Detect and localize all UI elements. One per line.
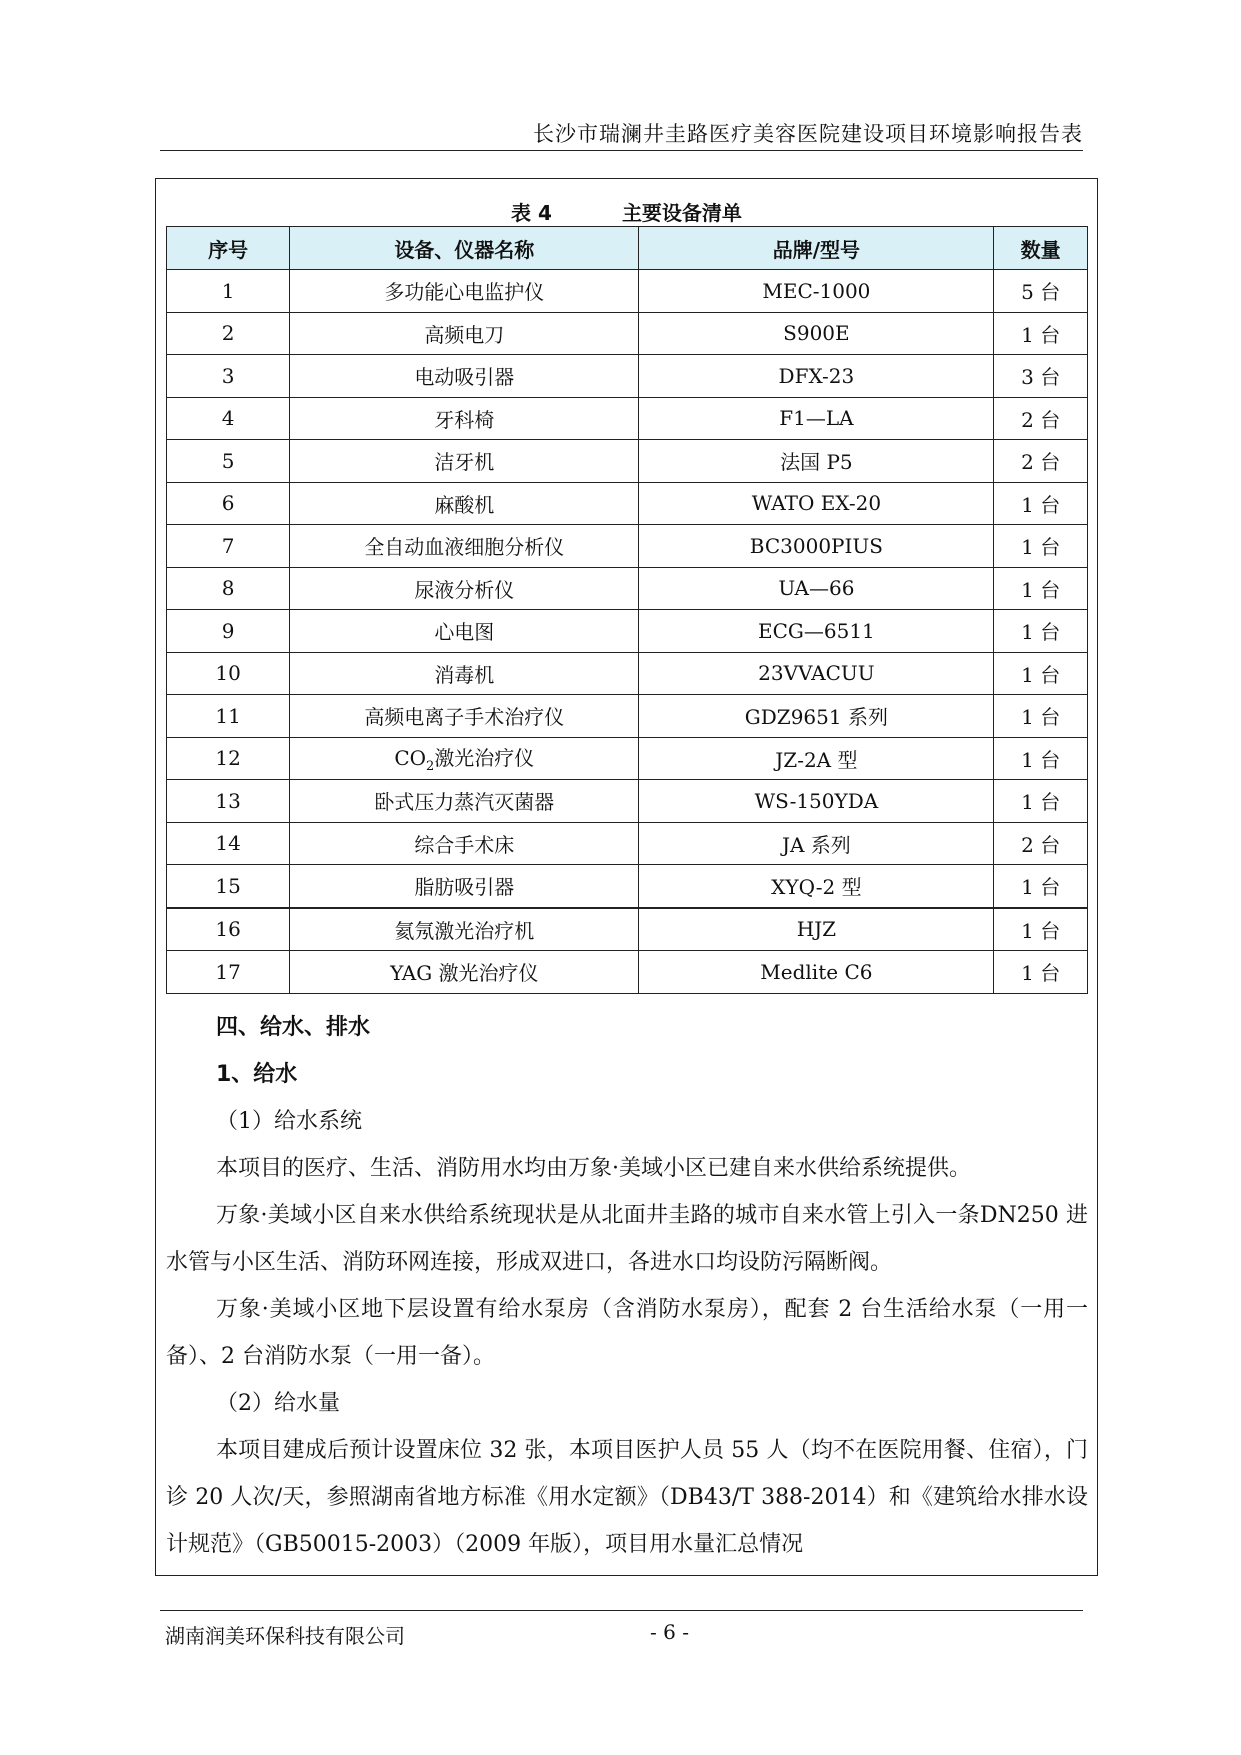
cell-name: 综合手术床: [290, 822, 639, 865]
section-heading: 四、给水、排水: [216, 1015, 371, 1040]
cell-qty: 1 台: [994, 610, 1088, 653]
cell-index: 3: [167, 355, 290, 398]
cell-index: 15: [167, 865, 290, 908]
cell-qty: 1 台: [994, 780, 1088, 823]
paragraph: 本项目建成后预计设置床位 32 张，本项目医护人员 55 人（均不在医院用餐、住宿），门诊 20 人次/天，参照湖南省地方标准《用水定额》（DB43/T 388-2014）和《建筑给水排水设计规范》（GB50015-2003）（2009 年版），项目用水量汇总情况: [166, 1438, 1088, 1557]
header-model: 品牌/型号: [639, 227, 994, 270]
cell-name: 洁牙机: [290, 440, 639, 483]
cell-index: 6: [167, 482, 290, 525]
page-header-title: 长沙市瑞澜井圭路医疗美容医院建设项目环境影响报告表: [533, 122, 1083, 146]
cell-name-prefix: CO: [394, 746, 427, 771]
table-row: [167, 695, 1088, 738]
table-row: [167, 312, 1088, 355]
table-row: [167, 525, 1088, 568]
paragraph: 万象·美域小区地下层设置有给水泵房（含消防水泵房），配套 2 台生活给水泵（一用一备）、2 台消防水泵（一用一备）。: [166, 1297, 1088, 1369]
cell-model: F1—LA: [639, 397, 994, 440]
header-index: 序号: [167, 227, 290, 270]
cell-name: 高频电刀: [290, 312, 639, 355]
table-caption: [155, 197, 1098, 226]
cell-model: ECG—6511: [639, 610, 994, 653]
cell-qty: 1 台: [994, 951, 1088, 994]
cell-model: JZ-2A 型: [639, 737, 994, 780]
table-row: [167, 567, 1088, 610]
table-header-row: [167, 227, 1088, 270]
cell-name: 尿液分析仪: [290, 567, 639, 610]
cell-qty: 2 台: [994, 822, 1088, 865]
cell-model: 23VVACUU: [639, 652, 994, 695]
cell-index: 7: [167, 525, 290, 568]
cell-index: 4: [167, 397, 290, 440]
page-number: - 6 -: [650, 1620, 689, 1644]
cell-model: S900E: [639, 312, 994, 355]
cell-model: WATO EX-20: [639, 482, 994, 525]
table-row: [167, 397, 1088, 440]
cell-name: YAG 激光治疗仪: [290, 951, 639, 994]
sub-heading: 1、给水: [216, 1062, 298, 1087]
cell-index: 11: [167, 695, 290, 738]
cell-qty: 1 台: [994, 695, 1088, 738]
body-text: [166, 1004, 1088, 1568]
cell-qty: 1 台: [994, 737, 1088, 780]
table-row: [167, 440, 1088, 483]
item-label: （2）给水量: [216, 1391, 340, 1416]
equipment-table: [166, 226, 1088, 994]
cell-qty: 2 台: [994, 397, 1088, 440]
cell-index: 2: [167, 312, 290, 355]
cell-index: 5: [167, 440, 290, 483]
table-row: [167, 822, 1088, 865]
cell-name: 电动吸引器: [290, 355, 639, 398]
cell-model: Medlite C6: [639, 951, 994, 994]
cell-index: 9: [167, 610, 290, 653]
table-caption-title: 主要设备清单: [621, 201, 742, 225]
cell-name-subscript: 2: [426, 759, 435, 775]
item-label: （1）给水系统: [216, 1109, 362, 1134]
cell-name: 消毒机: [290, 652, 639, 695]
footer-company: 湖南润美环保科技有限公司: [165, 1624, 405, 1648]
cell-model: HJZ: [639, 908, 994, 951]
cell-model: WS-150YDA: [639, 780, 994, 823]
footer-rule: [160, 1610, 1083, 1611]
cell-name-suffix: 激光治疗仪: [434, 746, 535, 771]
cell-model: MEC-1000: [639, 270, 994, 313]
cell-qty: 1 台: [994, 482, 1088, 525]
cell-index: 16: [167, 908, 290, 951]
table-row: [167, 652, 1088, 695]
cell-qty: 1 台: [994, 525, 1088, 568]
table-row: [167, 270, 1088, 313]
cell-name: 麻酸机: [290, 482, 639, 525]
table-row: [167, 355, 1088, 398]
cell-name: 多功能心电监护仪: [290, 270, 639, 313]
cell-model: UA—66: [639, 567, 994, 610]
table-row: [167, 737, 1088, 780]
table-row: [167, 951, 1088, 994]
table-caption-number: 表 4: [511, 201, 552, 225]
cell-name: 牙科椅: [290, 397, 639, 440]
cell-index: 14: [167, 822, 290, 865]
table-row: [167, 780, 1088, 823]
paragraph: 本项目的医疗、生活、消防用水均由万象·美域小区已建自来水供给系统提供。: [216, 1156, 971, 1181]
cell-name: 心电图: [290, 610, 639, 653]
header-rule: [160, 150, 1083, 151]
cell-index: 17: [167, 951, 290, 994]
table-row: [167, 482, 1088, 525]
table-row: [167, 865, 1088, 908]
cell-name: 脂肪吸引器: [290, 865, 639, 908]
cell-qty: 1 台: [994, 908, 1088, 951]
cell-model: JA 系列: [639, 822, 994, 865]
cell-index: 1: [167, 270, 290, 313]
cell-name: 全自动血液细胞分析仪: [290, 525, 639, 568]
cell-qty: 1 台: [994, 865, 1088, 908]
cell-qty: 1 台: [994, 567, 1088, 610]
header-name: 设备、仪器名称: [290, 227, 639, 270]
cell-index: 12: [167, 737, 290, 780]
cell-model: BC3000PIUS: [639, 525, 994, 568]
cell-index: 8: [167, 567, 290, 610]
cell-name: 卧式压力蒸汽灭菌器: [290, 780, 639, 823]
cell-model: GDZ9651 系列: [639, 695, 994, 738]
paragraph: 万象·美域小区自来水供给系统现状是从北面井圭路的城市自来水管上引入一条DN250 进水管与小区生活、消防环网连接，形成双进口，各进水口均设防污隔断阀。: [166, 1203, 1088, 1275]
cell-model: XYQ-2 型: [639, 865, 994, 908]
header-quantity: 数量: [994, 227, 1088, 270]
cell-index: 13: [167, 780, 290, 823]
cell-name: 高频电离子手术治疗仪: [290, 695, 639, 738]
cell-index: 10: [167, 652, 290, 695]
cell-qty: 1 台: [994, 312, 1088, 355]
table-row: [167, 610, 1088, 653]
cell-qty: 2 台: [994, 440, 1088, 483]
cell-qty: 1 台: [994, 652, 1088, 695]
cell-name: 氦氖激光治疗机: [290, 908, 639, 951]
cell-qty: 3 台: [994, 355, 1088, 398]
table-row: [167, 908, 1088, 951]
cell-model: DFX-23: [639, 355, 994, 398]
cell-name: [290, 737, 639, 780]
cell-qty: 5 台: [994, 270, 1088, 313]
cell-model: 法国 P5: [639, 440, 994, 483]
